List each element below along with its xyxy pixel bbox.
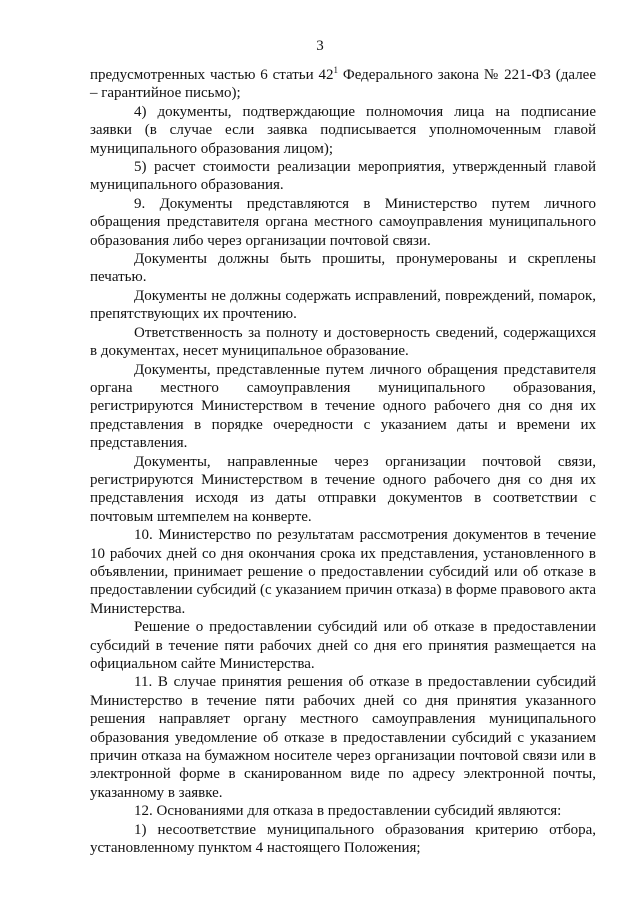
document-body — [90, 66, 596, 857]
paragraph-continuation — [90, 66, 596, 103]
paragraph: Решение о предоставлении субсидий или об отказе в предоставлении субсидий в течение пяти рабочих дней со дня его принятия размещается на официальном сайте Министерства. — [90, 619, 596, 672]
paragraph: Документы, направленные через организации почтовой связи, регистрируются Министерством в течение одного рабочего дня со дня их представления исходя из даты отправки документов в соответствии с почтовым штемпелем на конверте. — [90, 453, 596, 525]
paragraph-item-5: 5) расчет стоимости реализации мероприятия, утвержденный главой муниципального образования. — [90, 159, 596, 194]
superscript-article-index: 1 — [333, 65, 339, 75]
paragraph-item-1: 1) несоответствие муниципального образования критерию отбора, установленному пунктом 4 настоящего Положения; — [90, 821, 596, 857]
paragraph-item-4: 4) документы, подтверждающие полномочия лица на подписание заявки (в случае если заявка подписывается уполномоченным главой муниципального образования лицом); — [90, 103, 596, 157]
paragraph-clause-11: 11. В случае принятия решения об отказе в предоставлении субсидий Министерство в течение пяти рабочих дней со дня принятия указанного решения направляет органу местного самоуправления муниципального образования уведомление об отказе в предоставлении субсидий с указанием причин отказа на бумажном носителе через организации почтовой связи или в электронной форме в сканированном виде по адресу электронной почты, указанному в заявке. — [90, 674, 596, 801]
paragraph: Документы должны быть прошиты, пронумерованы и скреплены печатью. — [90, 251, 596, 286]
paragraph-clause-10: 10. Министерство по результатам рассмотрения документов в течение 10 рабочих дней со дня окончания срока их представления, установленного в объявлении, принимает решение о предоставлении субсидий или об отказе в предоставлении субсидий (с указанием причин отказа) в форме правового акта Министерства. — [90, 527, 596, 617]
paragraph: Документы, представленные путем личного обращения представителя органа местного самоуправления муниципального образования, регистрируются Министерством в течение одного рабочего дня со дня их представления в порядке очередности с указанием даты и времени их представления. — [90, 361, 596, 452]
paragraph: Документы не должны содержать исправлений, повреждений, помарок, препятствующих их прочтению. — [90, 287, 596, 323]
paragraph-text: предусмотренных частью 6 статьи 42 — [90, 67, 334, 83]
paragraph-clause-12: 12. Основаниями для отказа в предоставлении субсидий являются: — [134, 803, 562, 820]
page-number: 3 — [316, 38, 324, 54]
paragraph-text: Федерального закона № 221-ФЗ (далее – гарантийное письмо); — [90, 67, 596, 102]
paragraph: Ответственность за полноту и достоверность сведений, содержащихся в документах, несет муниципальное образование. — [90, 324, 596, 360]
paragraph-clause-9: 9. Документы представляются в Министерство путем личного обращения представителя органа местного самоуправления муниципального образования либо через организации почтовой связи. — [90, 195, 596, 249]
